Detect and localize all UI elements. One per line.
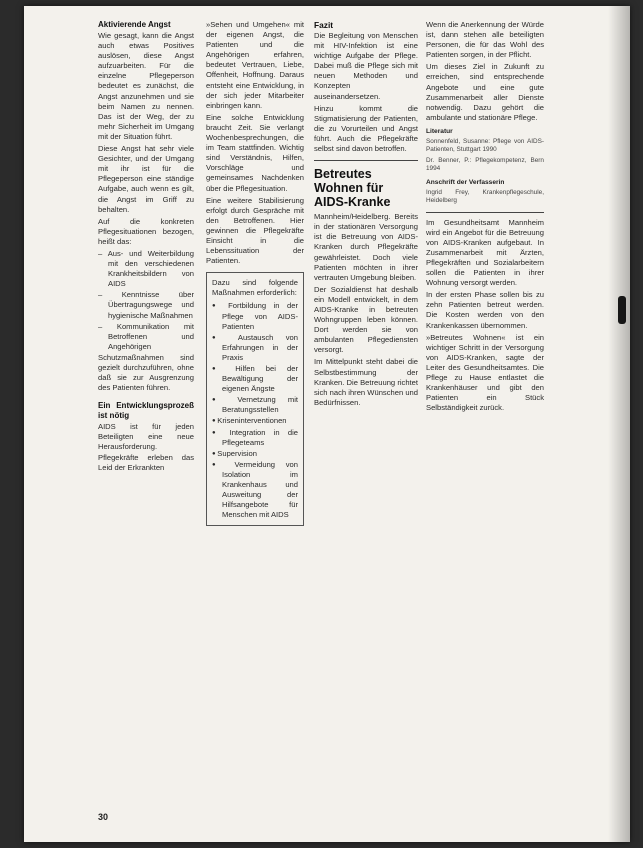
divider	[426, 212, 544, 213]
column-4	[426, 20, 544, 415]
paragraph: Mannheim/Heidelberg. Bereits in der stationären Versorgung ist die Betreuung von AIDS-Kranken durch Pflegekräfte gewährleistet. Doch viele Patienten möchten in ihrer vertrauten Umgebung bleiben.	[314, 212, 418, 282]
paragraph: AIDS ist für jeden Beteiligten eine neue Herausforderung. Pflegekräfte erleben das Leid der Erkrankten	[98, 422, 194, 472]
author-address: Ingrid Frey, Krankenpflegeschule, Heidelberg	[426, 188, 544, 205]
list-item-text: Kenntnisse über Übertragungswege und hygienische Maßnahmen	[108, 290, 194, 320]
box-intro: Dazu sind folgende Maßnahmen erforderlich:	[212, 278, 298, 298]
box-list	[212, 301, 298, 520]
paragraph: Im Mittelpunkt steht dabei die Selbstbestimmung der Kranken. Die Betreuung richtet sich nach ihren Wünschen und Bedürfnissen.	[314, 357, 418, 407]
paragraph: Diese Angst hat sehr viele Gesichter, und der Umgang mit ihr ist für die Pflegeperson eine ständige Aufgabe, auch wenn es gilt, die Angst im Griff zu behalten.	[98, 144, 194, 214]
list-item: – Kenntnisse über Übertragungswege und hygienische Maßnahmen	[98, 290, 194, 320]
list-item: – Aus- und Weiterbildung mit den verschiedenen Krankheitsbildern von AIDS	[98, 248, 195, 289]
list-item: ● Vernetzung mit Beratungsstellen	[212, 395, 298, 415]
section-heading: Ein Entwicklungsprozeß ist nötig	[98, 401, 194, 421]
paragraph: Wenn die Anerkennung der Würde ist, dann stehen alle beteiligten Personen, die für das Wohl des Patienten sorgen, in der Pflicht.	[426, 20, 544, 60]
paragraph: Wie gesagt, kann die Angst auch etwas Positives auslösen, diese Angst aufzuarbeiten. Für die einzelne Pflegeperson bedeutet es zunächst, die Angst anzunehmen und sie beim Namen zu nennen. Das ist der Weg, der zu mehr Sicherheit im Umgang mit der Situation führt.	[98, 31, 194, 141]
section-heading: Aktivierende Angst	[98, 20, 171, 29]
list-item: ● Hilfen bei der Bewältigung der eigenen Ängste	[212, 364, 298, 394]
info-box	[206, 272, 304, 526]
divider	[314, 160, 418, 161]
list-item: ● Kriseninterventionen	[212, 416, 298, 426]
paragraph: Schutzmaßnahmen sind gezielt durchzuführen, ohne daß sie zur Ausgrenzung des Patienten führen.	[98, 352, 194, 393]
list-item: ● Fortbildung in der Pflege von AIDS-Patienten	[212, 301, 298, 331]
list-item: ● Integration in die Pflegeteams	[212, 428, 298, 448]
list-item: ● Supervision	[212, 449, 298, 459]
paragraph: Der Sozialdienst hat deshalb ein Modell entwickelt, in dem AIDS-Kranke in betreuten Wohngruppen leben können. Dort werden sie von ambulanten Pflegediensten versorgt.	[314, 284, 418, 355]
paragraph: »Sehen und Umgehen« mit der eigenen Angst, die Patienten und die Angehörigen erfahren, bedeutet Vertrauen, Liebe, Offenheit, Hoffnung. Daraus entsteht eine Entwicklung, in der sich jeder Mitarbeiter einbringen kann.	[206, 20, 304, 110]
list-item-text: Aus- und Weiterbildung mit den verschiedenen Krankheitsbildern von AIDS	[107, 248, 195, 289]
literature-entry: Sonnenfeld, Susanne: Pflege von AIDS-Patienten, Stuttgart 1990	[426, 138, 544, 154]
literature-entry: Dr. Benner, P.: Pflegekompetenz, Bern 1994	[426, 156, 544, 173]
paragraph: Um dieses Ziel in Zukunft zu erreichen, sind entsprechende Angebote und eine gute Zusammenarbeit aller Dienste notwendig. Dazu gehört die ambulante und stationäre Pflege.	[426, 62, 544, 122]
paragraph: Eine solche Entwicklung braucht Zeit. Sie verlangt Wochenbesprechungen, die im Team stattfinden. Wichtig sind Verständnis, Hilfen, Vorschläge und gemeinsames Nachdenken über die Pflegesituation.	[206, 112, 304, 193]
list-item: – Kommunikation mit Betroffenen und Angehörigen	[98, 321, 194, 351]
list-item: ● Austausch von Erfahrungen in der Praxis	[212, 333, 298, 363]
paragraph: Auf die konkreten Pflegesituationen bezogen, heißt das:	[98, 216, 194, 246]
list-item-text: Kommunikation mit Betroffenen und Angehörigen	[108, 321, 194, 351]
paragraph: Im Gesundheitsamt Mannheim wird ein Angebot für die Betreuung von AIDS-Kranken aufgebaut. In Zusammenarbeit mit Ärzten, Pflegekräften und Sozialarbeitern sollen die Patienten in ihrer Wohnung versorgt werden.	[426, 217, 544, 288]
literature-heading: Literatur	[426, 127, 453, 135]
paragraph: Die Begleitung von Menschen mit HIV-Infektion ist eine wichtige Aufgabe der Pflege. Dabei muß die Pflege sich mit neuen Methoden und Konzepten auseinandersetzen.	[314, 31, 418, 101]
binder-clip	[618, 296, 626, 324]
magazine-page	[24, 6, 630, 842]
bullet-list	[98, 249, 194, 352]
column-3	[314, 20, 418, 410]
author-heading: Anschrift der Verfasserin	[426, 178, 505, 186]
paragraph: Eine weitere Stabilisierung erfolgt durch Gespräche mit den Betroffenen. Hier gewinnen die Pflegekräfte Einsicht in die Lebenssituation der Patienten.	[206, 195, 304, 266]
paragraph: Hinzu kommt die Stigmatisierung der Patienten, die zu Vorurteilen und Angst führt. Auch die Pflegekräfte selbst sind davon betroffen.	[314, 103, 418, 154]
column-1	[98, 20, 194, 475]
section-heading: Fazit	[314, 20, 334, 30]
list-item: ● Vermeidung von Isolation im Krankenhaus und Ausweitung der Hilfsangebote für Menschen mit AIDS	[212, 460, 298, 521]
paragraph: In der ersten Phase sollen bis zu zehn Patienten betreut werden. Die Kosten werden von den Krankenkassen übernommen.	[426, 290, 544, 330]
article-headline: Betreutes Wohnen für AIDS-Kranke	[314, 167, 391, 210]
column-2	[206, 20, 304, 526]
page-number: 30	[98, 812, 109, 822]
paragraph: »Betreutes Wohnen« ist ein wichtiger Schritt in der Versorgung von AIDS-Kranken, sagte der Leiter des Gesundheitsamtes. Die Pflege zu Hause entlastet die Krankenhäuser und gibt den Patienten ein Stück Selbständigkeit zurück.	[426, 332, 544, 413]
